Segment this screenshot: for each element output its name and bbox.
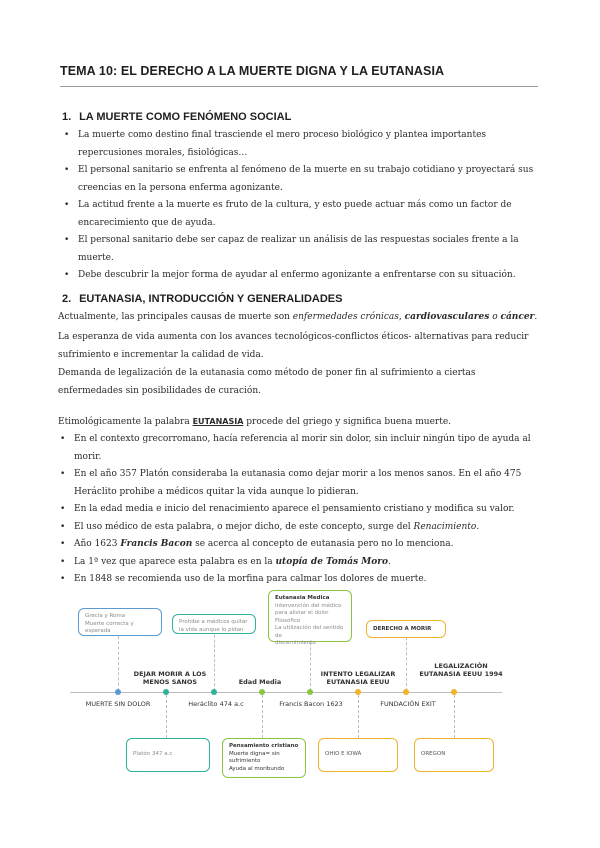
- timeline-box-platon: [126, 738, 210, 772]
- timeline-box-pensamiento-cristiano: [222, 738, 306, 778]
- list-item: [56, 519, 546, 537]
- timeline-box-derecho-morir: [366, 620, 446, 638]
- timeline-dot: [115, 689, 121, 695]
- timeline-dot: [403, 689, 409, 695]
- box-line: Filosófico: [275, 617, 301, 624]
- list-item: • En el contexto grecorromano, hacía referencia al morir sin dolor, sin incluir ningún tipo de ayuda al morir.: [56, 431, 546, 466]
- text-run: Renacimiento: [413, 521, 477, 532]
- list-item: • El personal sanitario debe ser capaz de realizar un análisis de las respuestas sociales frente a la muerte.: [60, 232, 540, 267]
- timeline-axis-label: FUNDACIÓN EXIT: [380, 700, 436, 708]
- title-divider: [60, 86, 538, 87]
- box-line: OREGON: [421, 751, 446, 757]
- text-run: El uso médico de esta palabra, o mejor dicho, de este concepto, surge del: [74, 521, 414, 532]
- text-run: .: [387, 556, 391, 567]
- box-line: Muerte digna= sin: [229, 750, 280, 757]
- text-run: EUTANASIA: [192, 417, 244, 426]
- section1-list: [60, 127, 540, 285]
- list-item: • El personal sanitario se enfrenta al fenómeno de la muerte en su trabajo cotidiano y proyectará sus creencias en la persona enferma agonizante.: [60, 162, 540, 197]
- timeline-stem: [118, 636, 119, 691]
- box-line: discernimiento: [275, 640, 316, 646]
- paragraph-life-expectancy: La esperanza de vida aumenta con los avances tecnológicos-conflictos éticos- alternativas para reducir sufrimiento e incrementar la calidad de vida.: [58, 332, 529, 360]
- timeline-axis-label: MUERTE SIN DOLOR: [85, 700, 151, 708]
- timeline-stem: [406, 632, 407, 691]
- box-line: OHIO E IOWA: [325, 751, 362, 757]
- box-line: Grecia y Roma: [85, 613, 126, 619]
- timeline-box-prohibe: [172, 614, 256, 634]
- timeline-label: DEJAR MORIR A LOS MENOS SANOS: [133, 670, 207, 686]
- paragraph-etymology: [58, 413, 543, 432]
- timeline-stem: [214, 630, 215, 691]
- section2-title: EUTANASIA, INTRODUCCIÓN Y GENERALIDADES: [79, 293, 343, 305]
- paragraph-legalization: Demanda de legalización de la eutanasia como método de poner fin al sufrimiento a ciertas enfermedades sin posibilidades de curación.: [58, 368, 476, 396]
- box-line: Platón 347 a.c: [133, 751, 173, 757]
- list-item: [56, 554, 546, 572]
- box-line: la vida aunque lo pidan: [179, 626, 244, 633]
- timeline-axis-label: Francis Bacon 1623: [279, 700, 343, 708]
- timeline-dot: [355, 689, 361, 695]
- box-line: Intervención del médico: [275, 602, 342, 609]
- box-line: Muerte correcta y: [85, 620, 134, 627]
- text-run: Actualmente, las principales causas de muerte son: [58, 312, 293, 322]
- text-run: Año 1623: [74, 539, 121, 549]
- text-run: Etimológicamente la palabra: [58, 417, 193, 427]
- timeline-label: INTENTO LEGALIZAR EUTANASIA EEUU: [320, 670, 396, 686]
- paragraph-causes: [58, 309, 543, 327]
- list-item: • En 1848 se recomienda uso de la morfina para calmar los dolores de muerte.: [56, 571, 546, 589]
- text-run: se acerca al concepto de eutanasia pero no lo menciona.: [192, 539, 454, 549]
- section2-number: 2.: [62, 293, 72, 305]
- text-run: enfermedades crónicas: [292, 312, 399, 322]
- list-item: [56, 536, 546, 554]
- box-line: Ayuda al moribundo: [229, 765, 285, 772]
- page-title: TEMA 10: EL DERECHO A LA MUERTE DIGNA Y LA EUTANASIA: [60, 64, 445, 78]
- box-line: La utilización del sentido de: [275, 625, 344, 639]
- text-run: .: [476, 521, 480, 532]
- timeline-dot: [307, 689, 313, 695]
- timeline-stem: [262, 695, 263, 738]
- list-item: • En la edad media e inicio del renacimiento aparece el pensamiento cristiano y modifica su valor.: [56, 501, 546, 519]
- section1-heading: [62, 111, 291, 123]
- timeline-box-grecia-roma: [78, 608, 162, 636]
- section2-list: [56, 431, 546, 589]
- box-line: sufrimiento: [229, 758, 261, 764]
- section1-title: LA MUERTE COMO FENÓMENO SOCIAL: [79, 111, 292, 123]
- box-line: esperada: [85, 628, 111, 634]
- text-run: .: [534, 312, 538, 322]
- text-run: ,: [398, 312, 405, 322]
- text-run: o: [489, 312, 501, 322]
- timeline-diagram: [70, 588, 540, 788]
- text-run: La 1ª vez que aparece esta palabra es en la: [74, 556, 276, 567]
- box-line: Eutanasia Medica: [275, 595, 330, 601]
- section1-number: 1.: [62, 111, 72, 123]
- box-line: DERECHO A MORIR: [373, 626, 432, 632]
- timeline-box-eutanasia-medica: [268, 590, 352, 646]
- timeline-stem: [358, 695, 359, 738]
- timeline-box-ohio-iowa: [318, 738, 398, 772]
- text-run: cardiovasculares: [404, 312, 490, 322]
- timeline-axis: [70, 692, 502, 693]
- text-run: cáncer: [500, 312, 535, 322]
- timeline-dot: [259, 689, 265, 695]
- timeline-dot: [163, 689, 169, 695]
- box-line: Prohibe a médicos quitar: [179, 619, 248, 625]
- list-item: • Debe descubrir la mejor forma de ayudar al enfermo agonizante a enfrentarse con su situación.: [60, 267, 540, 285]
- timeline-stem: [454, 695, 455, 738]
- text-run: utopía de Tomás Moro: [275, 556, 388, 567]
- timeline-stem: [166, 695, 167, 738]
- timeline-dot: [451, 689, 457, 695]
- timeline-box-oregon: [414, 738, 494, 772]
- section2-heading: [62, 293, 342, 305]
- box-line: para aliviar el dolor: [275, 610, 329, 616]
- list-item: • La actitud frente a la muerte es fruto de la cultura, y esto puede actuar más como un factor de encarecimiento que de ayuda.: [60, 197, 540, 232]
- timeline-label: Edad Media: [238, 678, 282, 686]
- list-item: • En el año 357 Platón consideraba la eutanasia como dejar morir a los menos sanos. En el año 475 Heráclito prohibe a médicos quitar la vida aunque lo pidieran.: [56, 466, 546, 501]
- box-line: Pensamiento cristiano: [229, 743, 299, 749]
- timeline-label: LEGALIZACIÓN EUTANASIA EEUU 1994: [419, 662, 503, 678]
- timeline-dot: [211, 689, 217, 695]
- timeline-axis-label: Heráclito 474 a.c: [188, 700, 244, 708]
- text-run: Francis Bacon: [120, 539, 193, 549]
- list-item: • La muerte como destino final trasciende el mero proceso biológico y plantea importantes repercusiones morales, fisiológicas…: [60, 127, 540, 162]
- text-run: procede del griego y significa buena muerte.: [243, 417, 452, 427]
